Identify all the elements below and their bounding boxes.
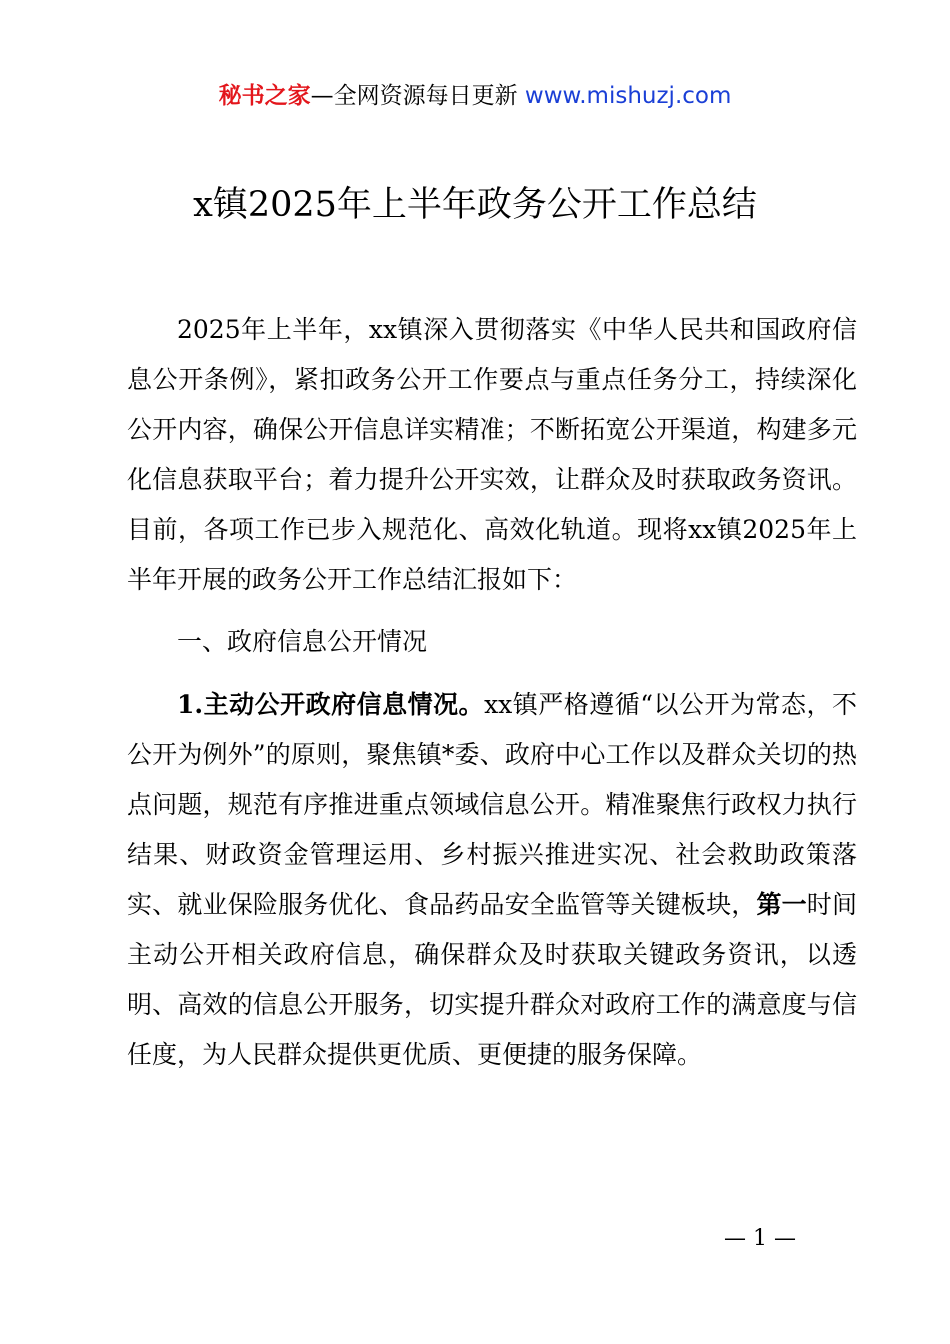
- site-brand: 秘书之家: [218, 83, 311, 109]
- site-tagline: —全网资源每日更新: [310, 83, 525, 109]
- item-text-part1: xx镇严格遵循“以公开为常态，不公开为例外”的原则，聚焦镇*委、政府中心工作以及群众关切的热点问题，规范有序推进重点领域信息公开。精准聚焦行政权力执行结果、财政资金管理运用、乡村振兴推进实况、社会救助政策落实、就业保险服务优化、食品药品安全监管等关键板块，: [127, 690, 857, 919]
- intro-paragraph: 2025年上半年，xx镇深入贯彻落实《中华人民共和国政府信息公开条例》，紧扣政务公开工作要点与重点任务分工，持续深化公开内容，确保公开信息详实精准；不断拓宽公开渠道，构建多元化信息获取平台；着力提升公开实效，让群众及时获取政务资讯。目前，各项工作已步入规范化、高效化轨道。现将xx镇2025年上半年开展的政务公开工作总结汇报如下：: [127, 315, 857, 594]
- item-text-part2: 时间主动公开相关政府信息，确保群众及时获取关键政务资讯，以透明、高效的信息公开服务，切实提升群众对政府工作的满意度与信任度，为人民群众提供更优质、更便捷的服务保障。: [127, 890, 857, 1069]
- item-lead: 1.主动公开政府信息情况。: [177, 690, 485, 719]
- site-url[interactable]: www.mishuzj.com: [524, 83, 732, 109]
- document-title: x镇2025年上半年政务公开工作总结: [193, 185, 757, 225]
- item-paragraph: [127, 680, 857, 1080]
- page-number: — 1 —: [724, 1226, 796, 1251]
- item-bold-word: 第一: [756, 890, 807, 919]
- section-heading: 一、政府信息公开情况: [177, 627, 428, 656]
- site-header: [0, 80, 950, 112]
